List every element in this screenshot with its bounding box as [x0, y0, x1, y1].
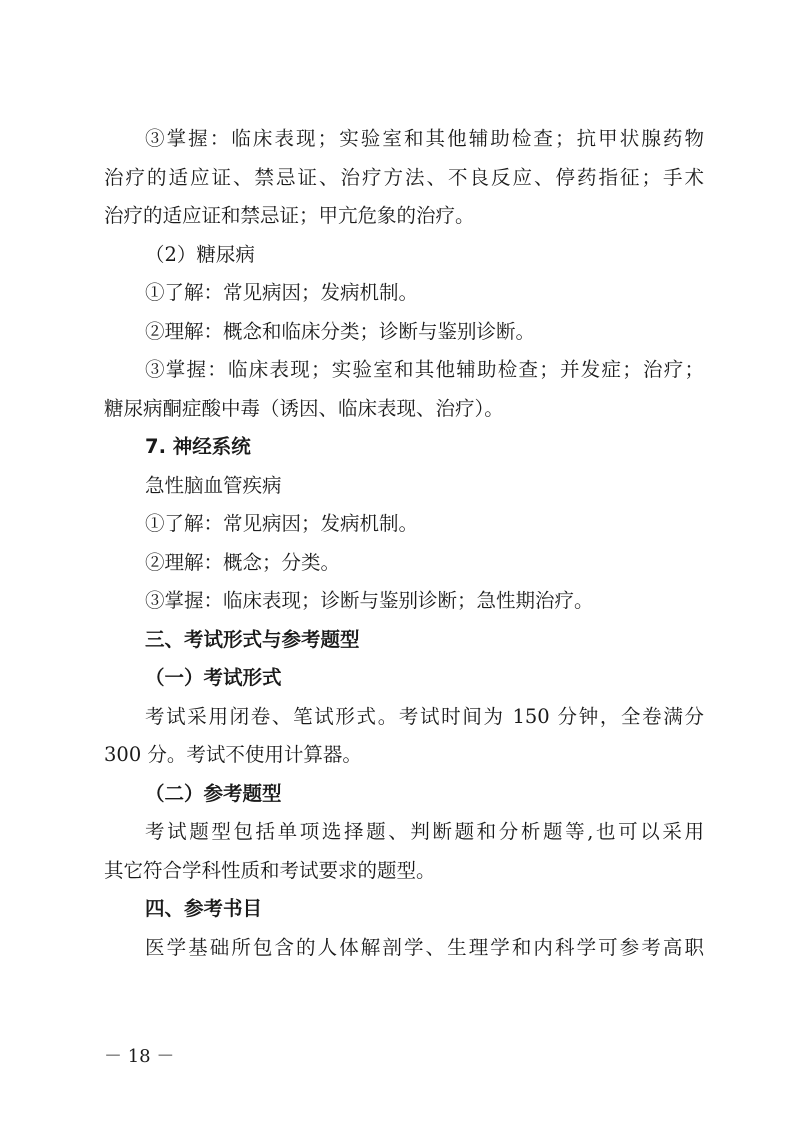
- paragraph-line: 治疗的适应证、禁忌证、治疗方法、不良反应、停药指征；手术: [104, 165, 704, 189]
- chapter-heading: 四、参考书目: [145, 897, 263, 920]
- subsection-heading: （2）糖尿病: [145, 242, 255, 266]
- paragraph-line: ③掌握：临床表现；实验室和其他辅助检查；抗甲状腺药物: [145, 127, 704, 150]
- paragraph-line: 考试采用闭卷、笔试形式。考试时间为 150 分钟，全卷满分: [145, 704, 704, 728]
- paragraph-line: 考试题型包括单项选择题、判断题和分析题等,也可以采用: [145, 820, 704, 843]
- paragraph-line: ②理解：概念；分类。: [145, 550, 341, 574]
- paragraph-line: 300 分。考试不使用计算器。: [104, 743, 362, 766]
- section-heading: 7. 神经系统: [145, 435, 251, 458]
- paragraph-line: ①了解：常见病因；发病机制。: [145, 512, 419, 535]
- section-heading: （一）考试形式: [145, 666, 282, 689]
- paragraph-line: ③掌握：临床表现；诊断与鉴别诊断；急性期治疗。: [145, 589, 594, 612]
- section-heading: （二）参考题型: [145, 781, 282, 805]
- chapter-heading: 三、考试形式与参考题型: [145, 627, 360, 651]
- paragraph-line: ③掌握：临床表现；实验室和其他辅助检查；并发症；治疗；: [145, 358, 704, 381]
- paragraph-line: 治疗的适应证和禁忌证；甲亢危象的治疗。: [104, 204, 475, 227]
- paragraph-line: 糖尿病酮症酸中毒（诱因、临床表现、治疗）。: [104, 396, 504, 420]
- subsection-heading: 急性脑血管疾病: [145, 473, 282, 497]
- document-body: [104, 120, 704, 967]
- page-number: － 18 －: [104, 1046, 175, 1067]
- paragraph-line: 医学基础所包含的人体解剖学、生理学和内科学可参考高职: [145, 935, 704, 959]
- paragraph-line: 其它符合学科性质和考试要求的题型。: [104, 858, 436, 882]
- paragraph-line: ①了解：常见病因；发病机制。: [145, 281, 419, 304]
- paragraph-line: ②理解：概念和临床分类；诊断与鉴别诊断。: [145, 319, 536, 343]
